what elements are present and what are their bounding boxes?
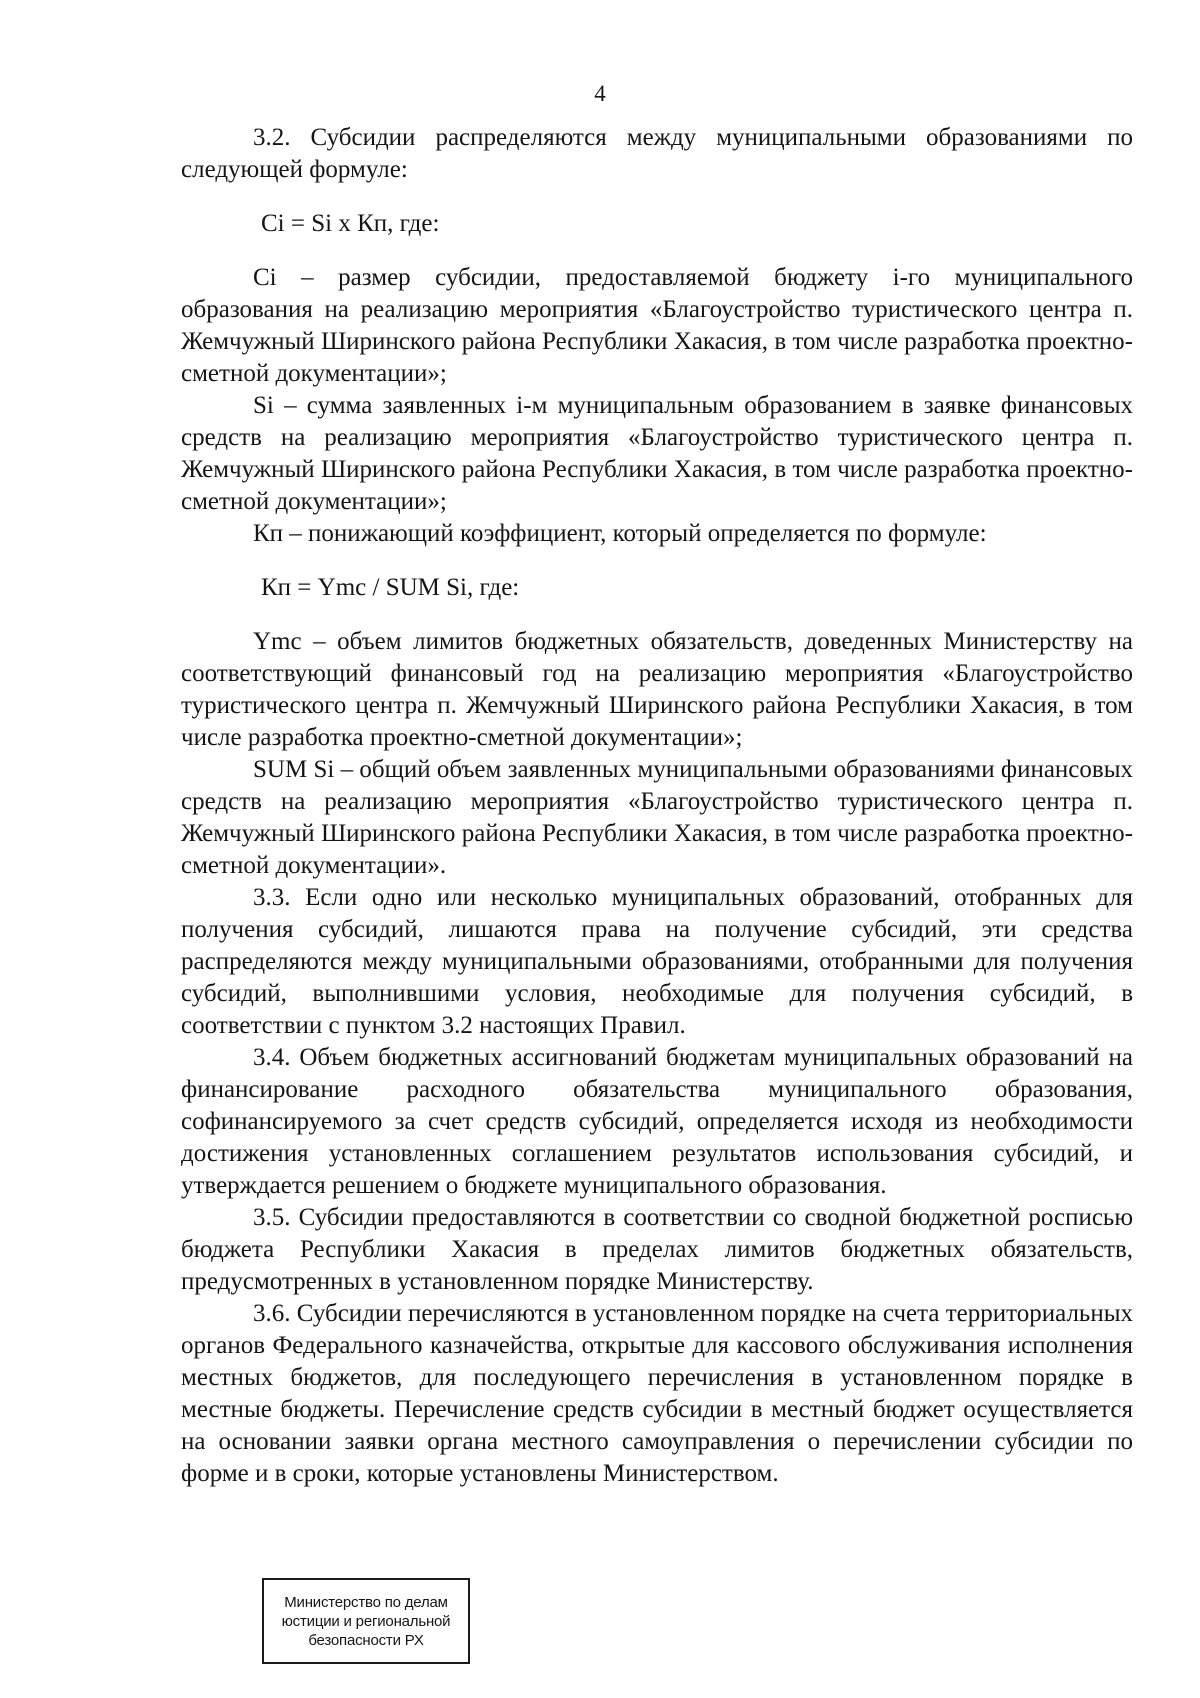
formula-kp: Кп = Ymc / SUM Si, где: <box>261 574 520 601</box>
formula-ci: Ci = Si x Кп, где: <box>261 210 440 237</box>
document-body <box>181 122 1133 1490</box>
paragraph-kp-definition: Кп – понижающий коэффициент, который определяется по формуле: <box>253 520 987 547</box>
page-number: 4 <box>594 81 606 106</box>
paragraph-3-3: 3.3. Если одно или несколько муниципальных образований, отобранных для получения субсидий, лишаются права на получение субсидий, эти средства распределяются между муниципальными образованиями, отобранными для получения субсидий, выполнившими условия, необходимые для получения субсидий, в соответствии с пунктом 3.2 настоящих Правил. <box>181 884 1133 1039</box>
stamp-line-2: юстиции и региональной <box>281 1612 451 1630</box>
paragraph-si-definition: Si – сумма заявленных i-м муниципальным образованием в заявке финансовых средств на реализацию мероприятия «Благоустройство туристического центра п. Жемчужный Ширинского района Республики Хакасия, в том числе разработка проектно-сметной документации»; <box>181 392 1133 515</box>
stamp-line-1: Министерство по делам <box>284 1593 448 1611</box>
paragraph-3-4: 3.4. Объем бюджетных ассигнований бюджетам муниципальных образований на финансирование расходного обязательства муниципального образования, софинансируемого за счет средств субсидий, определяется исходя из необходимости достижения установленных соглашением результатов использования субсидий, и утверждается решением о бюджете муниципального образования. <box>181 1044 1133 1199</box>
ministry-stamp <box>262 1578 470 1664</box>
paragraph-3-6: 3.6. Субсидии перечисляются в установленном порядке на счета территориальных органов Федерального казначейства, открытые для кассового обслуживания исполнения местных бюджетов, для последующего перечисления в установленном порядке в местные бюджеты. Перечисление средств субсидии в местный бюджет осуществляется на основании заявки органа местного самоуправления о перечислении субсидии по форме и в сроки, которые установлены Министерством. <box>181 1300 1133 1487</box>
paragraph-ymc-definition: Ymc – объем лимитов бюджетных обязательств, доведенных Министерству на соответствующий финансовый год на реализацию мероприятия «Благоустройство туристического центра п. Жемчужный Ширинского района Республики Хакасия, в том числе разработка проектно-сметной документации»; <box>181 628 1133 751</box>
paragraph-sum-si-definition: SUM Si – общий объем заявленных муниципальными образованиями финансовых средств на реализацию мероприятия «Благоустройство туристического центра п. Жемчужный Ширинского района Республики Хакасия, в том числе разработка проектно-сметной документации». <box>181 756 1133 879</box>
paragraph-3-2: 3.2. Субсидии распределяются между муниципальными образованиями по следующей формуле: <box>181 124 1133 183</box>
paragraph-3-5: 3.5. Субсидии предоставляются в соответствии со сводной бюджетной росписью бюджета Республики Хакасия в пределах лимитов бюджетных обязательств, предусмотренных в установленном порядке Министерству. <box>181 1204 1133 1295</box>
stamp-line-3: безопасности РХ <box>308 1631 424 1649</box>
paragraph-ci-definition: Ci – размер субсидии, предоставляемой бюджету i-го муниципального образования на реализацию мероприятия «Благоустройство туристического центра п. Жемчужный Ширинского района Республики Хакасия, в том числе разработка проектно-сметной документации»; <box>181 264 1133 387</box>
